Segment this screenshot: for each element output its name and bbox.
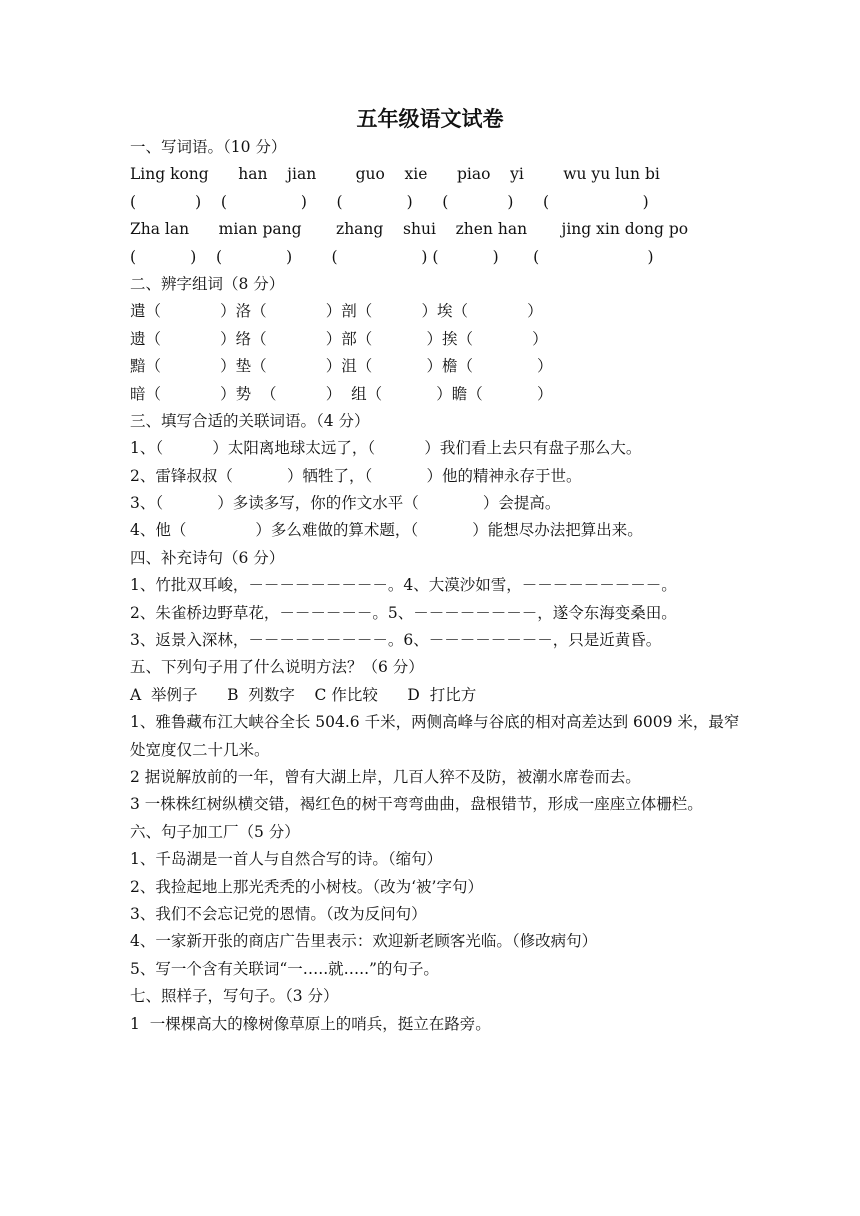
exam-content bbox=[130, 134, 750, 1038]
word-group-row: 遣（ ）洛（ ）剖（ ）埃（ ） bbox=[130, 302, 543, 321]
word-group-row: 遗（ ）络（ ）部（ ）挨（ ） bbox=[130, 329, 548, 348]
poem-item: 1、竹批双耳峻，－－－－－－－－－。4、大漠沙如雪，－－－－－－－－－。 bbox=[130, 576, 677, 595]
method-item: 1、雅鲁藏布江大峡谷全长 504.6 千米，两侧高峰与谷底的相对高差达到 6009 米，最窄处宽度仅二十几米。 bbox=[130, 713, 740, 759]
poem-item: 2、朱雀桥边野草花，－－－－－－。5、－－－－－－－－，遂令东海变桑田。 bbox=[130, 603, 677, 622]
conjunction-item: 1、（ ）太阳离地球太远了，（ ）我们看上去只有盘子那么大。 bbox=[130, 439, 642, 458]
pinyin-row-2: Zha lan mian pang zhang shui zhen han jing xin dong po bbox=[130, 220, 689, 239]
sentence-item: 5、写一个含有关联词“一…..就…..”的句子。 bbox=[130, 959, 439, 978]
pinyin-row-1: Ling kong han jian guo xie piao yi wu yu lun bi bbox=[130, 165, 660, 184]
conjunction-item: 3、（ ）多读多写，你的作文水平（ ）会提高。 bbox=[130, 494, 561, 513]
method-item: 2 据说解放前的一年，曾有大湖上岸，几百人猝不及防，被潮水席卷而去。 bbox=[130, 768, 641, 787]
word-group-row: 暗（ ）势 （ ） 组（ ）瞻（ ） bbox=[130, 384, 553, 403]
sentence-item: 1、千岛湖是一首人与自然合写的诗。（缩句） bbox=[130, 850, 443, 869]
section-2-heading: 二、辨字组词（8 分） bbox=[130, 274, 285, 293]
blanks-row-1: ( ) ( ) ( ) ( ) ( ) bbox=[130, 192, 649, 211]
section-5-heading: 五、下列句子用了什么说明方法？（6 分） bbox=[130, 658, 424, 677]
example-sentence: 1 一棵棵高大的橡树像草原上的哨兵，挺立在路旁。 bbox=[130, 1014, 491, 1033]
section-4-heading: 四、补充诗句（6 分） bbox=[130, 548, 285, 567]
section-7-heading: 七、照样子，写句子。（3 分） bbox=[130, 987, 339, 1006]
sentence-item: 4、一家新开张的商店广告里表示：欢迎新老顾客光临。（修改病句） bbox=[130, 932, 598, 951]
conjunction-item: 2、雷锋叔叔（ ）牺牲了，（ ）他的精神永存于世。 bbox=[130, 466, 582, 485]
page-title: 五年级语文试卷 bbox=[356, 106, 504, 131]
section-6-heading: 六、句子加工厂（5 分） bbox=[130, 822, 300, 841]
poem-item: 3、返景入深林，－－－－－－－－－。6、－－－－－－－－，只是近黄昏。 bbox=[130, 631, 662, 650]
sentence-item: 3、我们不会忘记党的恩情。（改为反问句） bbox=[130, 904, 427, 923]
sentence-item: 2、我捡起地上那光秃秃的小树枝。（改为‘被’字句） bbox=[130, 877, 483, 896]
method-options: A 举例子 B 列数字 C 作比较 D 打比方 bbox=[130, 685, 477, 704]
method-item: 3 一株株红树纵横交错，褐红色的树干弯弯曲曲，盘根错节，形成一座座立体栅栏。 bbox=[130, 795, 703, 814]
section-3-heading: 三、填写合适的关联词语。（4 分） bbox=[130, 411, 370, 430]
blanks-row-2: ( ) ( ) ( ) ( ) ( ) bbox=[130, 247, 654, 266]
section-1-heading: 一、写词语。（10 分） bbox=[130, 138, 287, 156]
word-group-row: 黯（ ）垫（ ）沮（ ）檐（ ） bbox=[130, 357, 553, 376]
conjunction-item: 4、他（ ）多么难做的算术题，（ ）能想尽办法把算出来。 bbox=[130, 521, 643, 540]
